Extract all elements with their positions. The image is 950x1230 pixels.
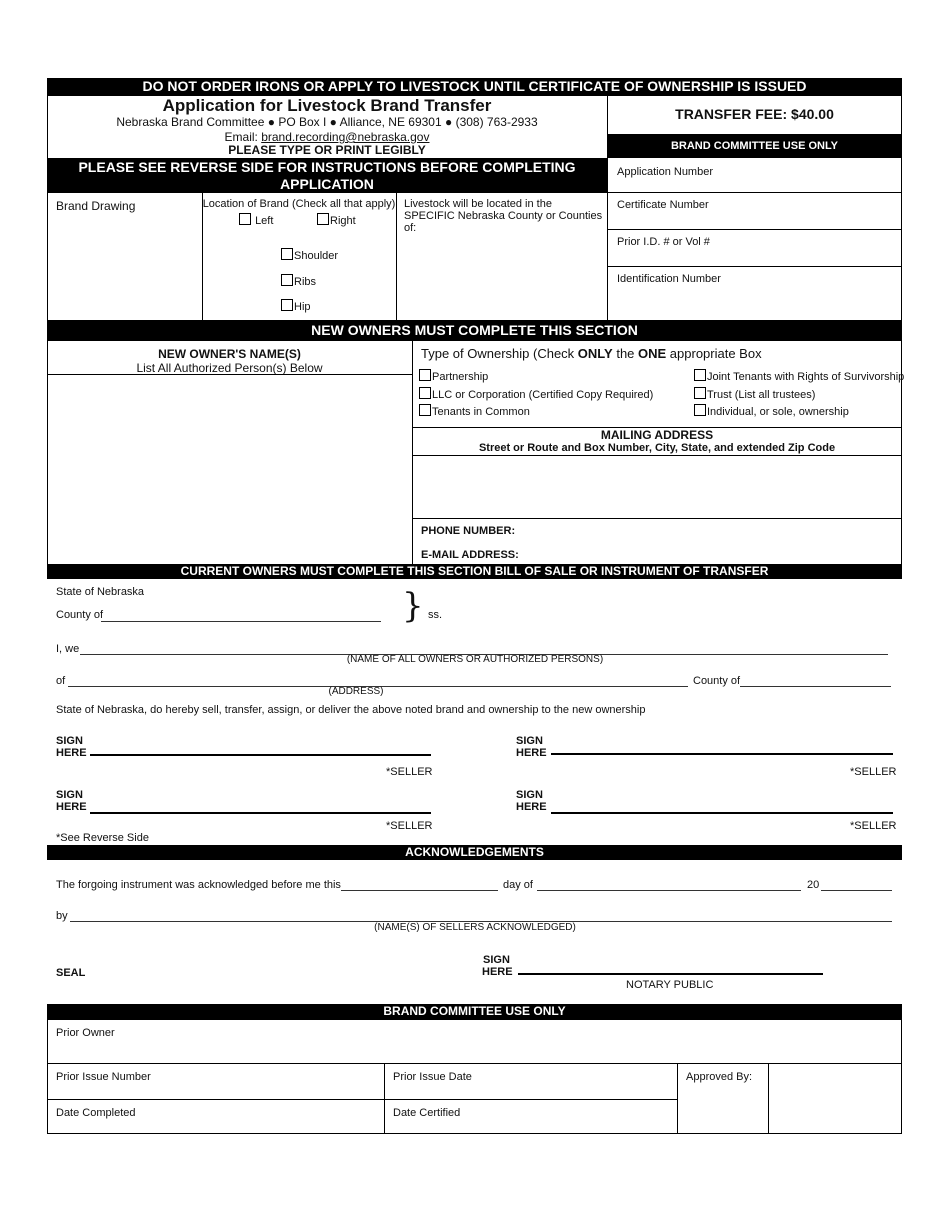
divider <box>412 455 902 456</box>
email-link[interactable]: brand.recording@nebraska.gov <box>261 130 430 144</box>
checkbox-ribs-label: Ribs <box>294 276 317 288</box>
day-of-label: day of <box>503 879 533 891</box>
seller-label-3: *SELLER <box>386 820 433 832</box>
email-label: Email: <box>224 130 262 144</box>
county-location-label: Livestock will be located in the SPECIFIC Nebraska County or Counties of: <box>404 198 603 234</box>
sign-here-2: SIGN HERE <box>516 735 547 759</box>
sellers-caption: (NAME(S) OF SELLERS ACKNOWLEDGED) <box>374 922 576 933</box>
notary-signature[interactable] <box>518 973 823 975</box>
divider <box>396 193 397 321</box>
day-line <box>341 890 498 891</box>
checkbox-hip[interactable] <box>281 299 311 313</box>
seller-signature-4[interactable] <box>551 812 893 814</box>
prior-issue-number-label: Prior Issue Number <box>56 1071 151 1083</box>
divider <box>47 1099 677 1100</box>
email-line <box>47 130 607 144</box>
checkbox-hip-label: Hip <box>294 301 311 313</box>
option-tenants-common-box[interactable] <box>419 404 431 416</box>
new-owners-banner: NEW OWNERS MUST COMPLETE THIS SECTION <box>47 321 902 340</box>
county-line <box>101 621 381 622</box>
see-reverse-note: *See Reverse Side <box>56 832 149 844</box>
transfer-fee: TRANSFER FEE: $40.00 <box>675 106 834 122</box>
option-partnership-box[interactable] <box>419 369 431 381</box>
brand-location-label: Location of Brand (Check all that apply) <box>202 198 396 210</box>
year-prefix: 20 <box>807 879 820 891</box>
checkbox-right-box[interactable] <box>317 213 329 225</box>
by-label: by <box>56 910 68 922</box>
seller-label-2: *SELLER <box>850 766 897 778</box>
new-owner-names-sub: List All Authorized Person(s) Below <box>136 361 323 375</box>
new-owner-names-title: NEW OWNER'S NAME(S) <box>158 347 301 361</box>
certificate-number-label: Certificate Number <box>617 199 709 211</box>
print-note: PLEASE TYPE OR PRINT LEGIBLY <box>228 143 426 157</box>
instructions-banner: PLEASE SEE REVERSE SIDE FOR INSTRUCTIONS BEFORE COMPLETING APPLICATION <box>47 158 607 193</box>
mailing-address-sub: Street or Route and Box Number, City, State, and extended Zip Code <box>478 442 836 454</box>
header-divider <box>607 95 608 321</box>
sign-here-1: SIGN HERE <box>56 735 87 759</box>
top-banner: DO NOT ORDER IRONS OR APPLY TO LIVESTOCK UNTIL CERTIFICATE OF OWNERSHIP IS ISSUED <box>47 78 902 95</box>
checkbox-left-box[interactable] <box>239 213 251 225</box>
divider <box>607 229 902 230</box>
divider <box>677 1063 678 1134</box>
divider <box>607 192 902 193</box>
year-line <box>821 890 892 891</box>
mailing-address-title: MAILING ADDRESS <box>600 428 714 442</box>
month-line <box>537 890 801 891</box>
checkbox-left[interactable] <box>239 213 273 227</box>
current-owners-banner: CURRENT OWNERS MUST COMPLETE THIS SECTION BILL OF SALE OR INSTRUMENT OF TRANSFER <box>47 564 902 579</box>
option-llc[interactable]: LLC or Corporation (Certified Copy Required) <box>419 387 653 401</box>
checkbox-right-label: Right <box>330 215 356 227</box>
org-line: Nebraska Brand Committee ● PO Box I ● Alliance, NE 69301 ● (308) 763-2933 <box>116 115 538 129</box>
sign-here-4: SIGN HERE <box>516 789 547 813</box>
checkbox-ribs-box[interactable] <box>281 274 293 286</box>
divider <box>768 1063 769 1134</box>
seller-label-4: *SELLER <box>850 820 897 832</box>
checkbox-hip-box[interactable] <box>281 299 293 311</box>
divider <box>412 518 902 519</box>
sign-here-3: SIGN HERE <box>56 789 87 813</box>
ss-label: ss. <box>428 609 443 621</box>
divider <box>607 266 902 267</box>
option-trust[interactable]: Trust (List all trustees) <box>694 387 815 401</box>
approved-by-label: Approved By: <box>686 1071 753 1083</box>
seller-label-1: *SELLER <box>386 766 433 778</box>
option-trust-box[interactable] <box>694 387 706 399</box>
option-partnership[interactable]: Partnership <box>419 369 488 383</box>
seller-signature-1[interactable] <box>90 754 431 756</box>
seal-label: SEAL <box>56 967 86 979</box>
notary-public-label: NOTARY PUBLIC <box>626 979 714 991</box>
bottom-committee-frame <box>47 1019 902 1134</box>
prior-id-label: Prior I.D. # or Vol # <box>617 236 710 248</box>
date-completed-label: Date Completed <box>56 1107 136 1119</box>
prior-issue-date-label: Prior Issue Date <box>393 1071 472 1083</box>
address-caption: (ADDRESS) <box>328 686 384 697</box>
checkbox-shoulder-label: Shoulder <box>294 250 339 262</box>
divider <box>47 1063 902 1064</box>
names-caption: (NAME OF ALL OWNERS OR AUTHORIZED PERSONS) <box>346 654 604 665</box>
checkbox-right[interactable] <box>317 213 356 227</box>
option-individual[interactable]: Individual, or sole, ownership <box>694 404 849 418</box>
checkbox-shoulder[interactable] <box>281 248 338 262</box>
bottom-committee-banner: BRAND COMMITTEE USE ONLY <box>47 1004 902 1019</box>
checkbox-ribs[interactable] <box>281 274 316 288</box>
prior-owner-label: Prior Owner <box>56 1027 115 1039</box>
option-individual-box[interactable] <box>694 404 706 416</box>
of-label: of <box>56 675 66 687</box>
county-2-line <box>740 686 891 687</box>
divider <box>202 193 203 321</box>
option-joint-tenants-box[interactable] <box>694 369 706 381</box>
committee-use-banner: BRAND COMMITTEE USE ONLY <box>607 134 902 158</box>
brace: } <box>402 586 424 626</box>
email-address-label: E-MAIL ADDRESS: <box>421 549 519 561</box>
option-joint-tenants[interactable]: Joint Tenants with Rights of Survivorship <box>694 369 904 383</box>
checkbox-left-label: Left <box>255 215 274 227</box>
phone-number-label: PHONE NUMBER: <box>421 525 516 537</box>
application-number-label: Application Number <box>617 166 713 178</box>
i-we-label: I, we <box>56 643 80 655</box>
seller-signature-2[interactable] <box>551 753 893 755</box>
acknowledged-line-prefix: The forgoing instrument was acknowledged before me this <box>56 879 341 891</box>
county-of-2-label: County of <box>693 675 741 687</box>
notary-sign-here: SIGN HERE <box>482 954 513 978</box>
option-tenants-common[interactable]: Tenants in Common <box>419 404 530 418</box>
date-certified-label: Date Certified <box>393 1107 461 1119</box>
seller-signature-3[interactable] <box>90 812 431 814</box>
state-of-nebraska: State of Nebraska <box>56 586 145 598</box>
brand-drawing-label: Brand Drawing <box>56 199 136 213</box>
ownership-type-label: Type of Ownership (Check ONLY the ONE appropriate Box <box>421 346 762 361</box>
form-title: Application for Livestock Brand Transfer <box>162 96 492 115</box>
county-of-label: County of <box>56 609 104 621</box>
checkbox-shoulder-box[interactable] <box>281 248 293 260</box>
acknowledgements-banner: ACKNOWLEDGEMENTS <box>47 845 902 860</box>
transfer-statement: State of Nebraska, do hereby sell, transfer, assign, or deliver the above noted brand and ownership to the new ownership <box>56 704 646 716</box>
divider <box>47 374 412 375</box>
option-llc-box[interactable] <box>419 387 431 399</box>
identification-number-label: Identification Number <box>617 273 721 285</box>
